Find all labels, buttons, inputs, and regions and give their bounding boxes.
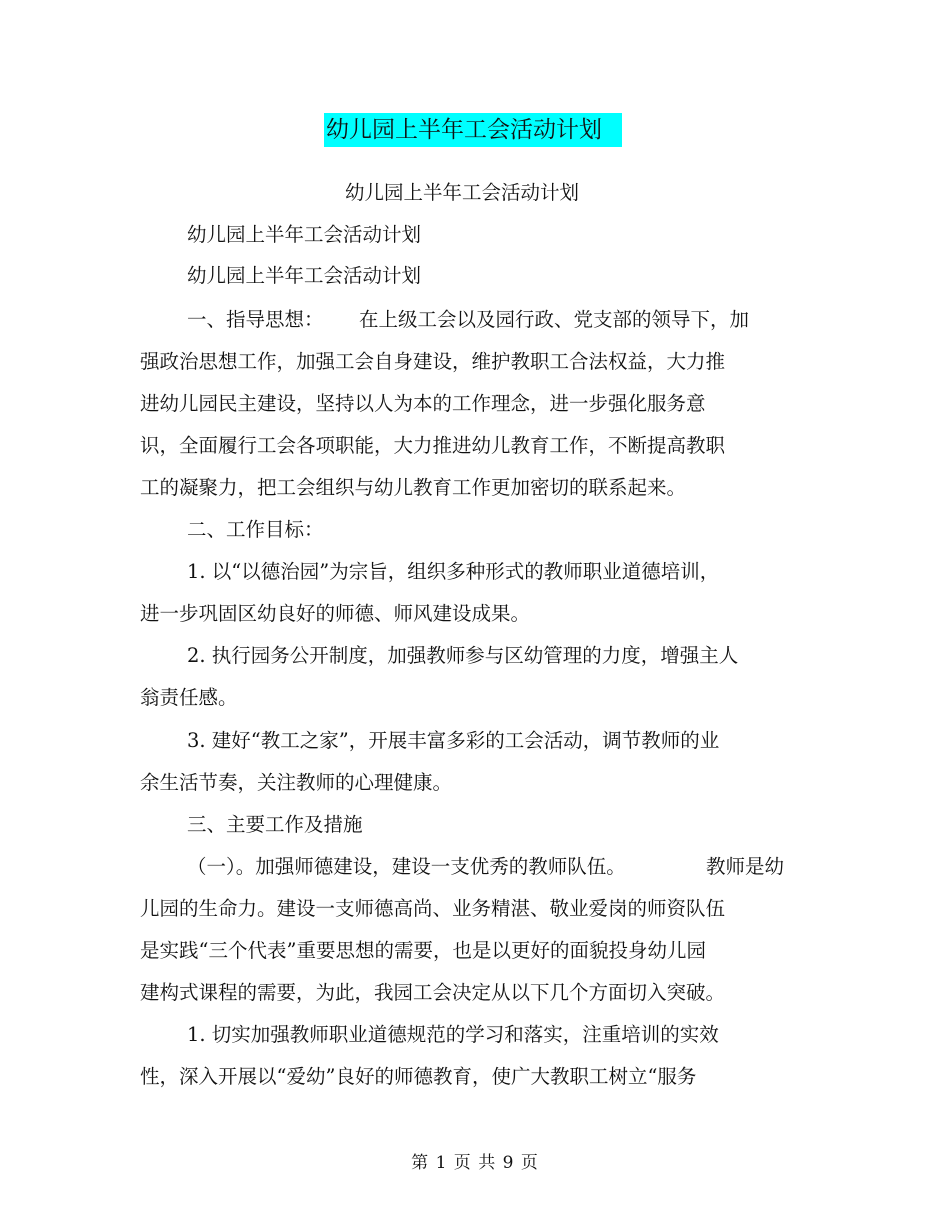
paragraph-line: 进幼儿园民主建设，坚持以人为本的工作理念，进一步强化服务意 <box>140 392 706 415</box>
paragraph-line: 1. 以“以德治园”为宗旨，组织多种形式的教师职业道德培训， <box>187 560 720 583</box>
page-footer: 第 1 页 共 9 页 <box>411 1153 539 1173</box>
document-title: 幼儿园上半年工会活动计划 <box>324 113 622 147</box>
document-subtitle: 幼儿园上半年工会活动计划 <box>345 181 580 204</box>
paragraph-line: 翁责任感。 <box>140 686 238 709</box>
paragraph-line: 2. 执行园务公开制度，加强教师参与区幼管理的力度，增强主人 <box>187 644 739 667</box>
section-heading-work-goals: 二、工作目标： <box>187 518 324 541</box>
paragraph-line: 性，深入开展以“爱幼”良好的师德教育，使广大教职工树立“服务 <box>140 1065 697 1088</box>
paragraph-line: 余生活节奏，关注教师的心理健康。 <box>140 771 453 794</box>
paragraph-line: 强政治思想工作，加强工会自身建设，维护教职工合法权益，大力推 <box>140 350 726 373</box>
paragraph-line: （一）。加强师德建设，建设一支优秀的教师队伍。 <box>187 855 626 878</box>
section-heading-main-work: 三、主要工作及措施 <box>187 813 363 836</box>
paragraph-line: 1. 切实加强教师职业道德规范的学习和落实，注重培训的实效 <box>187 1023 719 1046</box>
paragraph-line: 识，全面履行工会各项职能，大力推进幼儿教育工作，不断提高教职 <box>140 434 726 457</box>
paragraph-line: 在上级工会以及园行政、党支部的领导下，加 <box>359 308 750 331</box>
paragraph-line: 教师是幼 <box>706 855 785 878</box>
paragraph-line: 是实践“三个代表”重要思想的需要，也是以更好的面貌投身幼儿园 <box>140 939 706 962</box>
paragraph-line: 工的凝聚力，把工会组织与幼儿教育工作更加密切的联系起来。 <box>140 476 687 499</box>
paragraph-line: 儿园的生命力。建设一支师德高尚、业务精湛、敬业爱岗的师资队伍 <box>140 897 726 920</box>
paragraph-line: 进一步巩固区幼良好的师德、师风建设成果。 <box>140 602 531 625</box>
section-heading-guiding-ideology: 一、指导思想： <box>187 308 324 331</box>
paragraph-line: 幼儿园上半年工会活动计划 <box>187 264 422 287</box>
paragraph-line: 3. 建好“教工之家”，开展丰富多彩的工会活动，调节教师的业 <box>187 729 720 752</box>
paragraph-line: 幼儿园上半年工会活动计划 <box>187 223 422 246</box>
paragraph-line: 建构式课程的需要，为此，我园工会决定从以下几个方面切入突破。 <box>140 981 726 1004</box>
